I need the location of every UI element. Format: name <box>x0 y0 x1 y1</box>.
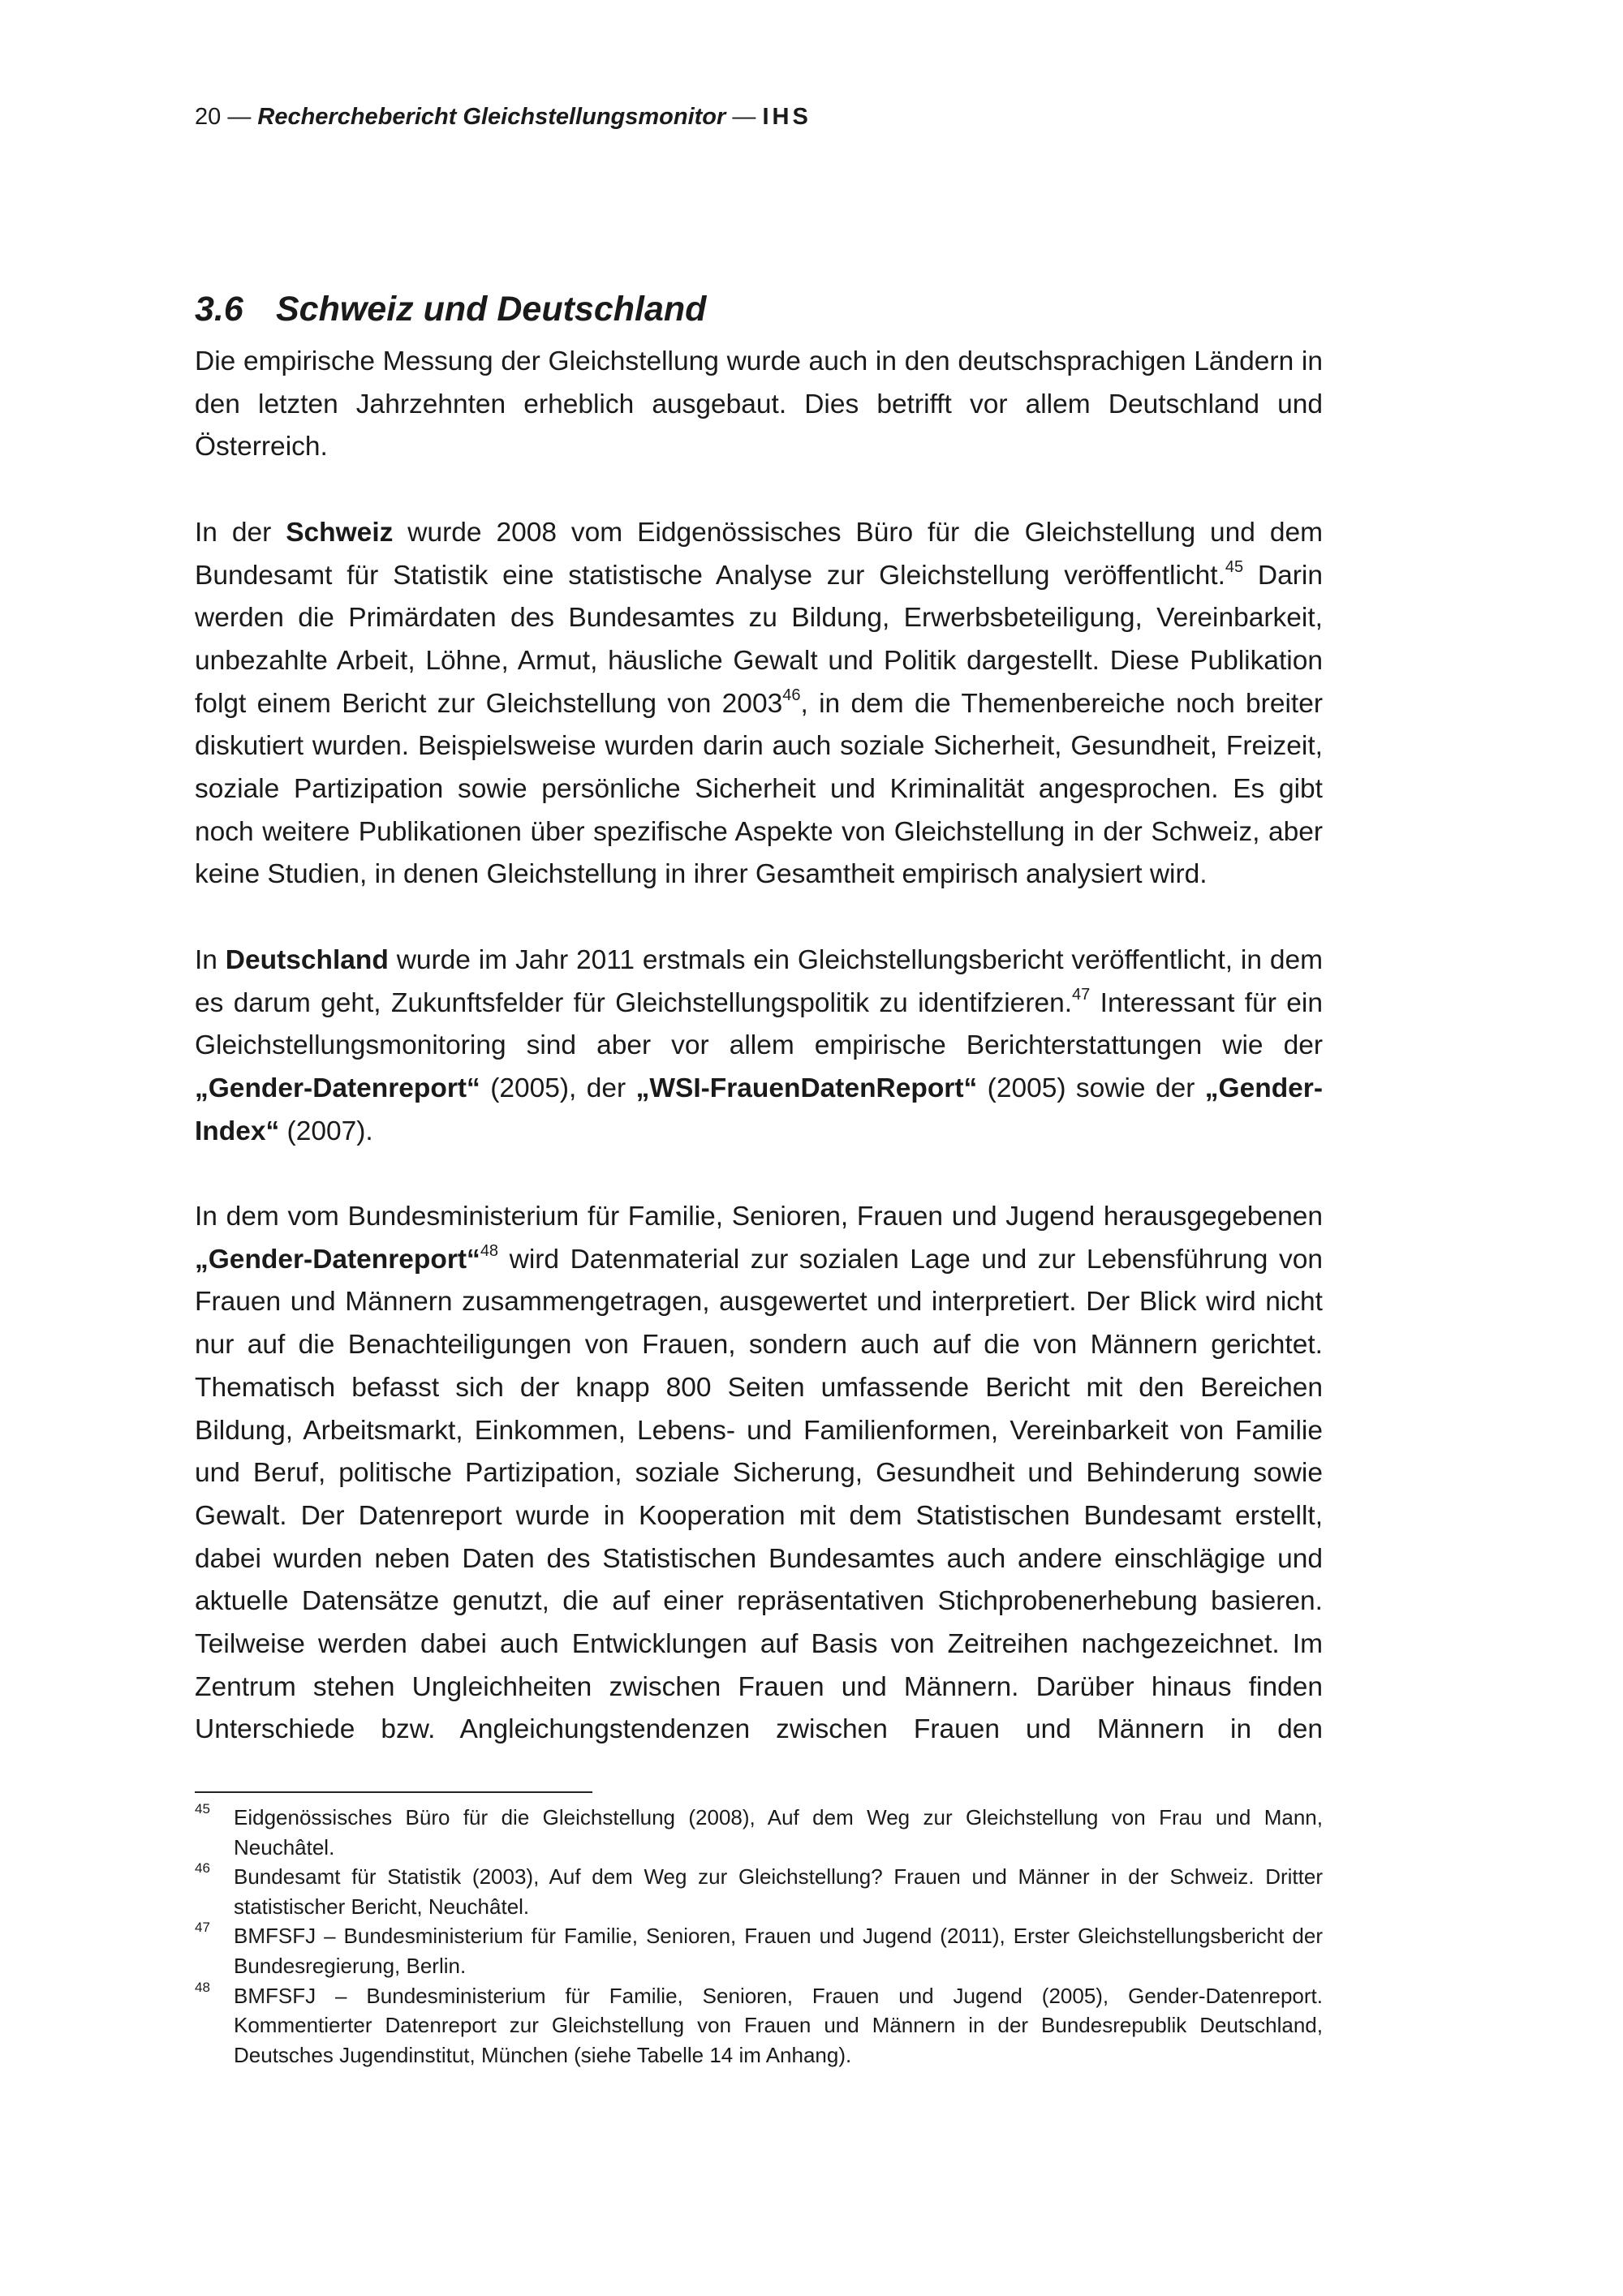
footnote-ref-46[interactable]: 46 <box>782 686 801 704</box>
text-run: (2007). <box>279 1116 373 1146</box>
keyword-schweiz: Schweiz <box>286 517 394 548</box>
footnote-text: Bundesamt für Statistik (2003), Auf dem Weg zur Gleichstellung? Frauen und Männer in der Schweiz. Dritter statistischer Bericht, Neuchâtel. <box>234 1864 1323 1919</box>
report-title: Recherchebericht Gleichstellungsmonitor <box>257 104 726 130</box>
text-run: Darin werden die Primärdaten des Bundesamtes zu Bildung, Erwerbsbeteiligung, Vereinbarkeit, unbezahlte Arbeit, Löhne, Armut, häusliche Gewalt und Politik dargestellt. Diese Publikation folgt einem Bericht zur Gleichstellung von 2003 <box>195 560 1323 719</box>
text-run: In der <box>195 517 286 548</box>
text-run: In <box>195 944 226 975</box>
footnote-item <box>195 1803 1323 1862</box>
footnote-number: 47 <box>195 1920 210 1936</box>
footnotes <box>195 1803 1323 2070</box>
keyword-wsi-frauendatenreport: „WSI-FrauenDatenReport“ <box>635 1073 978 1103</box>
keyword-gender-index: „Gender-Index“ <box>195 1073 1323 1146</box>
paragraph-schweiz <box>195 512 1323 896</box>
footnote-item <box>195 1862 1323 1921</box>
section-title: Schweiz und Deutschland <box>276 290 707 329</box>
footnote-ref-45[interactable]: 45 <box>1225 557 1244 576</box>
paragraph-intro: Die empirische Messung der Gleichstellung wurde auch in den deutschsprachigen Ländern in den letzten Jahrzehnten erheblich ausgebaut. Dies betrifft vor allem Deutschland und Österreich. <box>195 346 1323 462</box>
footnote-number: 48 <box>195 1979 210 1995</box>
section-heading <box>195 289 706 329</box>
footnote-ref-48[interactable]: 48 <box>480 1241 499 1260</box>
section-number: 3.6 <box>195 290 243 329</box>
running-header <box>195 103 812 131</box>
page-number: 20 <box>195 104 222 130</box>
text-run: , in dem die Themenbereiche noch breiter diskutiert wurden. Beispielsweise wurden darin auch soziale Sicherheit, Gesundheit, Freizeit, soziale Partizipation sowie persönliche Sicherheit und Kriminalität angesprochen. Es gibt noch weitere Publikationen über spezifische Aspekte von Gleichstellung in der Schweiz, aber keine Studien, in denen Gleichstellung in ihrer Gesamtheit empirisch analysiert wird. <box>195 688 1323 890</box>
paragraph-deutschland <box>195 939 1323 1154</box>
keyword-gender-datenreport: „Gender-Datenreport“ <box>195 1073 480 1103</box>
keyword-gender-datenreport: „Gender-Datenreport“ <box>195 1244 480 1275</box>
paragraph-gender-datenreport <box>195 1196 1323 1752</box>
keyword-deutschland: Deutschland <box>225 944 389 975</box>
footnote-number: 46 <box>195 1860 210 1877</box>
footnote-text: Eidgenössisches Büro für die Gleichstellung (2008), Auf dem Weg zur Gleichstellung von Frau und Mann, Neuchâtel. <box>234 1805 1323 1860</box>
text-run: wird Datenmaterial zur sozialen Lage und zur Lebensführung von Frauen und Männern zusammengetragen, ausgewertet und interpretiert. Der Blick wird nicht nur auf die Benachteiligungen von Frauen, sondern auch auf die von Männern gerichtet. Thematisch befasst sich der knapp 800 Seiten umfassende Bericht mit den Bereichen Bildung, Arbeitsmarkt, Einkommen, Lebens- und Familienformen, Vereinbarkeit von Familie und Beruf, politische Partizipation, soziale Sicherung, Gesundheit und Behinderung sowie Gewalt. Der Datenreport wurde in Kooperation mit dem Statistischen Bundesamt erstellt, dabei wurden neben Daten des Statistischen Bundesamtes auch andere einschlägige und aktuelle Datensätze genutzt, die auf einer repräsentativen Stichprobenerhebung basieren. Teilweise werden dabei auch Entwicklungen auf Basis von Zeitreihen nachgezeichnet. Im Zentrum stehen Ungleichheiten zwischen Frauen und Männern. Darüber hinaus finden Unterschiede bzw. Angleichungstendenzen zwischen Frauen und Männern in den <box>195 1244 1323 1745</box>
text-run: wurde im Jahr 2011 erstmals ein Gleichstellungsbericht veröffentlicht, in dem es darum geht, Zukunftsfelder für Gleichstellungspolitik zu identifzieren. <box>195 944 1323 1018</box>
footnote-number: 45 <box>195 1801 210 1817</box>
text-run: Interessant für ein Gleichstellungsmonitoring sind aber vor allem empirische Berichterstattungen wie der <box>195 987 1323 1061</box>
body-text <box>195 341 1323 1752</box>
footnote-ref-47[interactable]: 47 <box>1072 985 1091 1004</box>
text-run: (2005) sowie der <box>977 1073 1205 1103</box>
header-separator: — <box>725 104 763 130</box>
footnote-text: BMFSFJ – Bundesministerium für Familie, Senioren, Frauen und Jugend (2011), Erster Gleichstellungsbericht der Bundesregierung, Berlin. <box>234 1924 1323 1978</box>
text-run: (2005), der <box>480 1073 636 1103</box>
footnote-item <box>195 1981 1323 2070</box>
header-separator: — <box>221 104 258 130</box>
text-run: wurde 2008 vom Eidgenössisches Büro für die Gleichstellung und dem Bundesamt für Statistik eine statistische Analyse zur Gleichstellung veröffentlicht. <box>195 517 1323 591</box>
footnote-text: BMFSFJ – Bundesministerium für Familie, Senioren, Frauen und Jugend (2005), Gender-Datenreport. Kommentierter Datenreport zur Gleichstellung von Frauen und Männern in der Bundesrepublik Deutschland, Deutsches Jugendinstitut, München (siehe Tabelle 14 im Anhang). <box>234 1983 1323 2067</box>
institute-name: IHS <box>762 104 812 130</box>
text-run: In dem vom Bundesministerium für Familie, Senioren, Frauen und Jugend herausgegebenen <box>195 1202 1323 1232</box>
footnote-divider <box>195 1791 592 1793</box>
footnote-item <box>195 1921 1323 1980</box>
